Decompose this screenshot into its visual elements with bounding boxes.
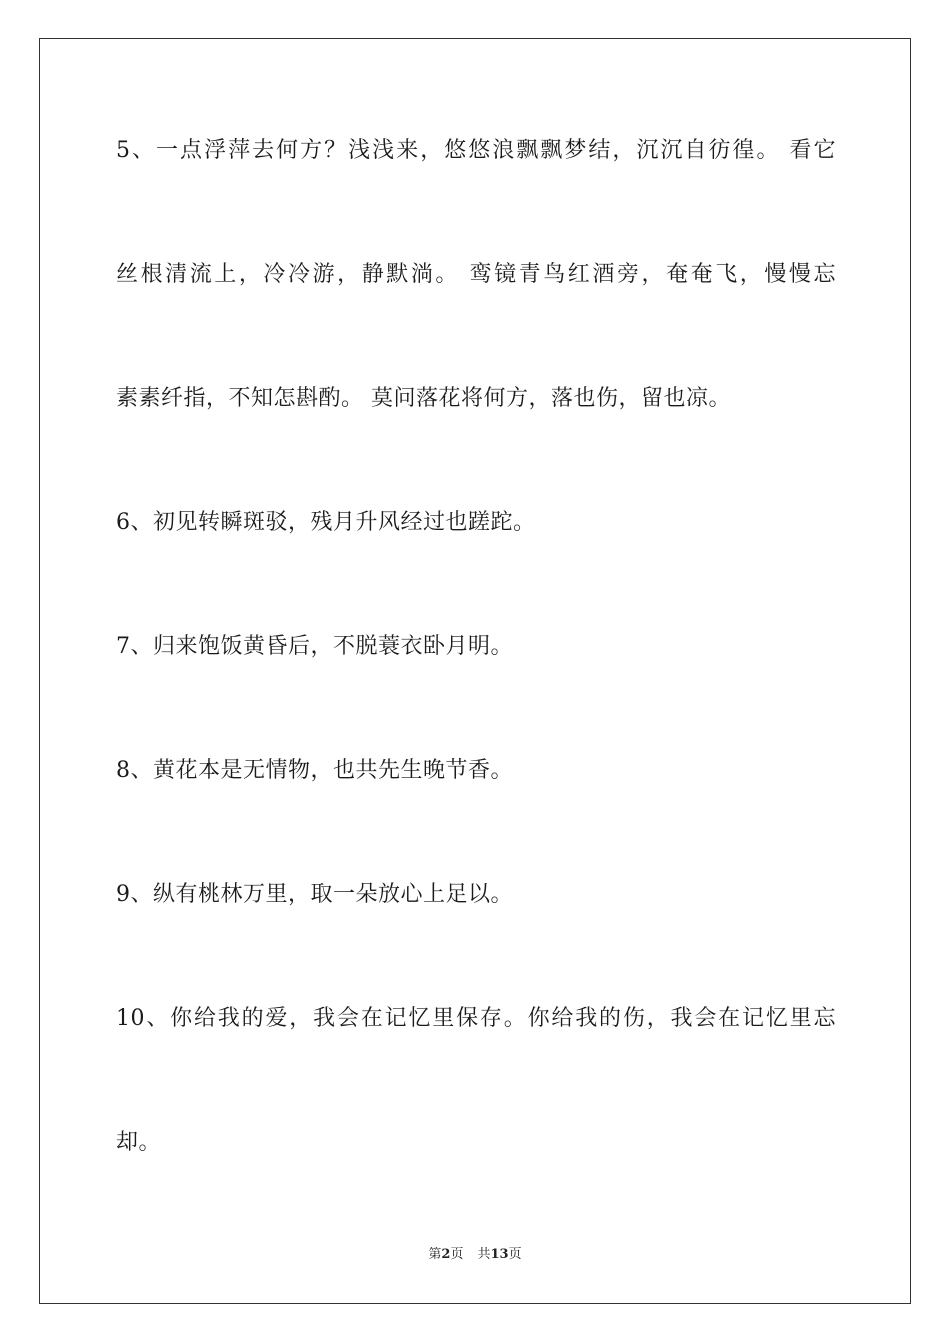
- page-footer: [0, 1246, 950, 1264]
- page-suffix: 页: [450, 1247, 464, 1262]
- page-border: [39, 38, 911, 1304]
- text-line-9: 却。: [116, 1130, 162, 1155]
- total-suffix: 页: [508, 1247, 522, 1262]
- text-line-7: 9、纵有桃林万里，取一朵放心上足以。: [116, 882, 513, 907]
- text-line-8: 10、你给我的爱，我会在记忆里保存。你给我的伤，我会在记忆里忘: [116, 1006, 836, 1031]
- page-prefix: 第: [428, 1247, 442, 1262]
- text-line-6: 8、黄花本是无情物，也共先生晚节香。: [116, 758, 513, 783]
- total-prefix: 共: [477, 1247, 491, 1262]
- text-line-1: 5、一点浮萍去何方？浅浅来，悠悠浪飘飘梦结，沉沉自彷徨。 看它: [116, 138, 836, 163]
- text-line-2: 丝根清流上，冷冷游，静默淌。 鸾镜青鸟红酒旁，奄奄飞，慢慢忘: [116, 262, 836, 287]
- text-line-4: 6、初见转瞬斑驳，残月升风经过也蹉跎。: [116, 510, 536, 535]
- page-number: 2: [441, 1247, 451, 1262]
- text-line-5: 7、归来饱饭黄昏后，不脱蓑衣卧月明。: [116, 634, 513, 659]
- text-line-3: 素素纤指，不知怎斟酌。 莫问落花将何方，落也伤，留也凉。: [116, 386, 731, 411]
- total-pages: 13: [490, 1247, 509, 1262]
